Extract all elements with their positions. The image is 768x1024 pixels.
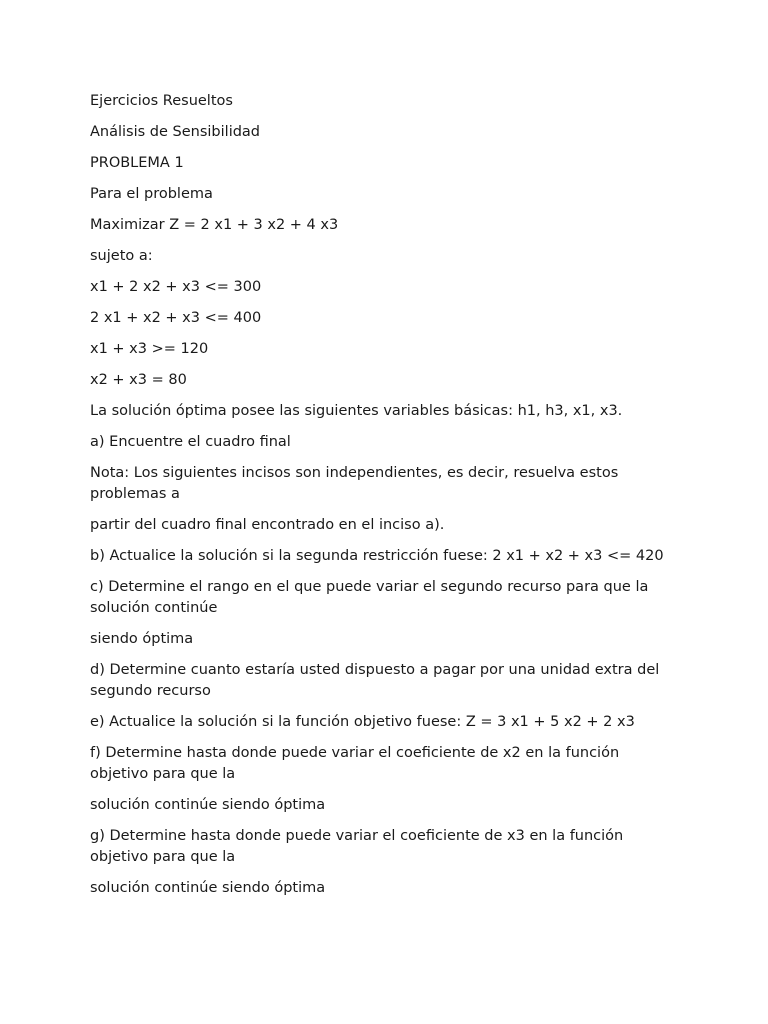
note-line-1: Nota: Los siguientes incisos son independientes, es decir, resuelva estos problemas a (90, 465, 619, 502)
constraint-3: x1 + x3 >= 120 (90, 341, 209, 357)
question-g-continued: solución continúe siendo óptima (90, 880, 326, 896)
document-title: Ejercicios Resueltos (90, 93, 233, 109)
constraint-4: x2 + x3 = 80 (90, 372, 187, 388)
question-a: a) Encuentre el cuadro final (90, 434, 291, 450)
question-b: b) Actualice la solución si la segunda restricción fuese: 2 x1 + x2 + x3 <= 420 (90, 548, 664, 564)
question-f: f) Determine hasta donde puede variar el coeficiente de x2 en la función objetivo para que la (90, 745, 620, 782)
problem-intro: Para el problema (90, 186, 213, 202)
constraint-2: 2 x1 + x2 + x3 <= 400 (90, 310, 262, 326)
objective-function: Maximizar Z = 2 x1 + 3 x2 + 4 x3 (90, 217, 339, 233)
question-c-continued: siendo óptima (90, 631, 194, 647)
document-subtitle: Análisis de Sensibilidad (90, 124, 261, 140)
question-c: c) Determine el rango en el que puede variar el segundo recurso para que la solución continúe (90, 579, 649, 616)
note-line-2: partir del cuadro final encontrado en el inciso a). (90, 517, 445, 533)
constraint-1: x1 + 2 x2 + x3 <= 300 (90, 279, 262, 295)
question-f-continued: solución continúe siendo óptima (90, 797, 326, 813)
document-page (90, 91, 678, 909)
constraints-intro: sujeto a: (90, 248, 153, 264)
question-d: d) Determine cuanto estaría usted dispuesto a pagar por una unidad extra del segundo recurso (90, 662, 660, 699)
problem-heading: PROBLEMA 1 (90, 155, 184, 171)
question-e: e) Actualice la solución si la función objetivo fuese: Z = 3 x1 + 5 x2 + 2 x3 (90, 714, 635, 730)
question-g: g) Determine hasta donde puede variar el coeficiente de x3 en la función objetivo para que la (90, 828, 624, 865)
basic-variables-statement: La solución óptima posee las siguientes variables básicas: h1, h3, x1, x3. (90, 403, 623, 419)
